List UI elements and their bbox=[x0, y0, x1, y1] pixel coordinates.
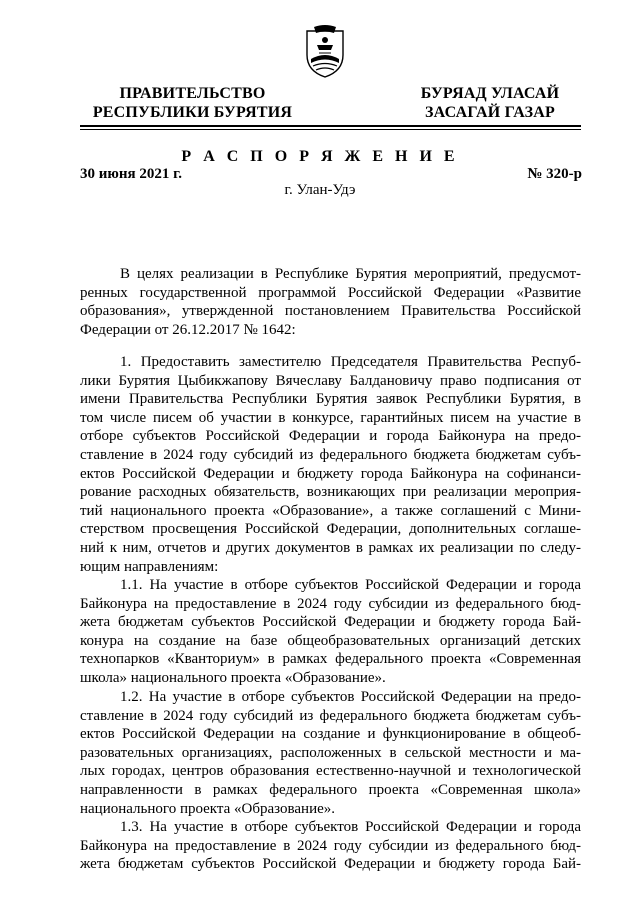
text-line: Байконура на предоставление в 2024 году субсидии из федерального бюд- bbox=[80, 595, 581, 612]
header-left-line1: ПРАВИТЕЛЬСТВО bbox=[119, 85, 266, 102]
paragraph-item-1-3 bbox=[80, 818, 581, 874]
document-type-title: Р А С П О Р Я Ж Е Н И Е bbox=[181, 148, 459, 165]
government-name-russian bbox=[80, 84, 305, 122]
text-line: рование расходных обязательств, возникающих при реализации мероприя- bbox=[80, 484, 581, 501]
text-line: отборе субъектов Российской Федерации и города Байконура на предо- bbox=[80, 428, 581, 445]
header-left-line2: РЕСПУБЛИКИ БУРЯТИЯ bbox=[92, 104, 293, 121]
text-line: Байконура на предоставление в 2024 году субсидии из федерального бюд- bbox=[80, 837, 581, 854]
text-line: национального проекта «Образование». bbox=[80, 800, 336, 817]
text-line: ставление в 2024 году субсидий из федерального бюджета бюджетам субъ- bbox=[80, 446, 581, 463]
text-line: ставление в 2024 году субсидий из федерального бюджета бюджетам субъ- bbox=[80, 707, 581, 724]
header-right-line1: БУРЯАД УЛАСАЙ bbox=[420, 85, 560, 102]
header-divider-thick bbox=[80, 125, 581, 127]
text-line: школа» национального проекта «Образование». bbox=[80, 669, 386, 686]
text-line: конура на создание на базе общеобразовательных организаций детских bbox=[80, 632, 581, 649]
paragraph-preamble bbox=[80, 265, 581, 339]
text-line: 1.3. На участие в отборе субъектов Российской Федерации и города bbox=[120, 819, 581, 835]
text-line: ектов Российской Федерации на создание и функционирование в общеоб- bbox=[80, 726, 581, 743]
text-line: ектов Российской Федерации и бюджету города Байконура на софинанси- bbox=[80, 465, 581, 482]
paragraph-item-1-2 bbox=[80, 688, 581, 818]
document-number: № 320-р bbox=[527, 166, 582, 182]
paragraph-item-1 bbox=[80, 353, 581, 576]
text-line: ренных государственной программой Российской Федерации «Развитие bbox=[80, 284, 581, 301]
text-line: ний к ним, отчетов и других документов в рамках их реализации по следу- bbox=[80, 539, 581, 556]
document-date: 30 июня 2021 г. bbox=[80, 166, 182, 182]
text-line: 1.2. На участие в отборе субъектов Российской Федерации на предо- bbox=[120, 689, 581, 705]
text-line: жета бюджетам субъектов Российской Федерации и бюджету города Бай- bbox=[80, 614, 581, 631]
text-line: лики Бурятия Цыбикжапову Вячеславу Балдановичу право подписания от bbox=[80, 372, 581, 389]
coat-of-arms-icon bbox=[303, 25, 347, 79]
paragraph-item-1-1 bbox=[80, 576, 581, 688]
text-line: разовательных организациях, расположенных в сельской местности и ма- bbox=[80, 744, 581, 761]
text-line: стерством просвещения Российской Федерации, дополнительных соглаше- bbox=[80, 521, 581, 538]
text-line: направленности в рамках федерального проекта «Современная школа» bbox=[80, 781, 581, 798]
document-city: г. Улан-Удэ bbox=[284, 182, 356, 198]
text-line: образования», утвержденной постановлением Правительства Российской bbox=[80, 303, 581, 320]
text-line: 1. Предоставить заместителю Председателя Правительства Респуб- bbox=[120, 354, 581, 370]
text-line: лых городах, центров образования естественно-научной и технологической bbox=[80, 763, 581, 780]
text-line: ющим направлениям: bbox=[80, 558, 219, 575]
header-right-line2: ЗАСАГАЙ ГАЗАР bbox=[425, 104, 555, 121]
text-line: тий национального проекта «Образование», а также соглашений с Мини- bbox=[80, 502, 581, 519]
text-line: технопарков «Кванториум» в рамках федерального проекта «Современная bbox=[80, 651, 581, 668]
text-line: Федерации от 26.12.2017 № 1642: bbox=[80, 321, 296, 338]
text-line: том числе писем об участии в конкурсе, гарантийных писем на участие в bbox=[80, 409, 581, 426]
text-line: имени Правительства Республики Бурятия заявок Республики Бурятия, в bbox=[80, 391, 581, 408]
header-divider-thin bbox=[80, 129, 581, 130]
text-line: 1.1. На участие в отборе субъектов Российской Федерации и города bbox=[120, 577, 581, 593]
text-line: В целях реализации в Республике Бурятия мероприятий, предусмот- bbox=[120, 266, 581, 282]
government-name-buryat bbox=[395, 84, 585, 122]
text-line: жета бюджетам субъектов Российской Федерации и бюджету города Бай- bbox=[80, 856, 581, 873]
